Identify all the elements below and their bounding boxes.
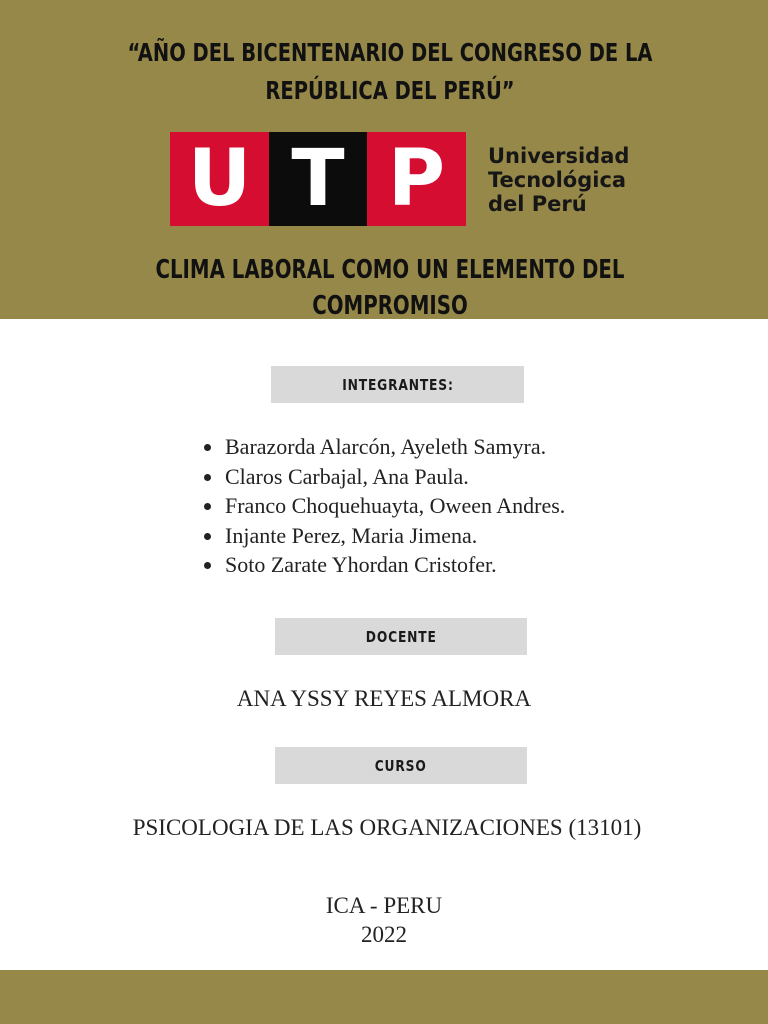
logo-name-line: Tecnológica [488, 168, 627, 192]
logo-name-line: del Perú [488, 192, 587, 216]
course-label: CURSO [375, 756, 427, 775]
course-label-box [275, 747, 527, 784]
list-item: Franco Choquehuayta, Oween Andres. [203, 491, 565, 521]
teacher-name: ANA YSSY REYES ALMORA [236, 686, 532, 711]
members-list [203, 432, 565, 580]
teacher-label-box [275, 618, 527, 655]
list-item: Claros Carbajal, Ana Paula. [203, 462, 565, 492]
utp-logo [170, 132, 466, 226]
members-label: INTEGRANTES: [341, 375, 454, 394]
members-label-box [271, 366, 524, 403]
logo-name-line: Universidad [488, 144, 630, 168]
year-title: “AÑO DEL BICENTENARIO DEL CONGRESO DE LA REPÚBLICA DEL PERÚ” [127, 38, 653, 105]
place: ICA - PERU [325, 893, 443, 918]
logo-university-name [488, 144, 629, 216]
year: 2022 [361, 922, 407, 947]
list-item: Barazorda Alarcón, Ayeleth Samyra. [203, 432, 565, 462]
logo-letter-p: P [367, 132, 466, 226]
logo-letter-u: U [170, 132, 269, 226]
list-item: Injante Perez, Maria Jimena. [203, 521, 565, 551]
logo-letter-t: T [269, 132, 367, 226]
document-title: CLIMA LABORAL COMO UN ELEMENTO DEL COMPROMISO [155, 255, 625, 321]
list-item: Soto Zarate Yhordan Cristofer. [203, 550, 565, 580]
footer-band [0, 970, 768, 1024]
teacher-label: DOCENTE [365, 627, 437, 646]
course-name: PSICOLOGIA DE LAS ORGANIZACIONES (13101) [132, 815, 642, 840]
